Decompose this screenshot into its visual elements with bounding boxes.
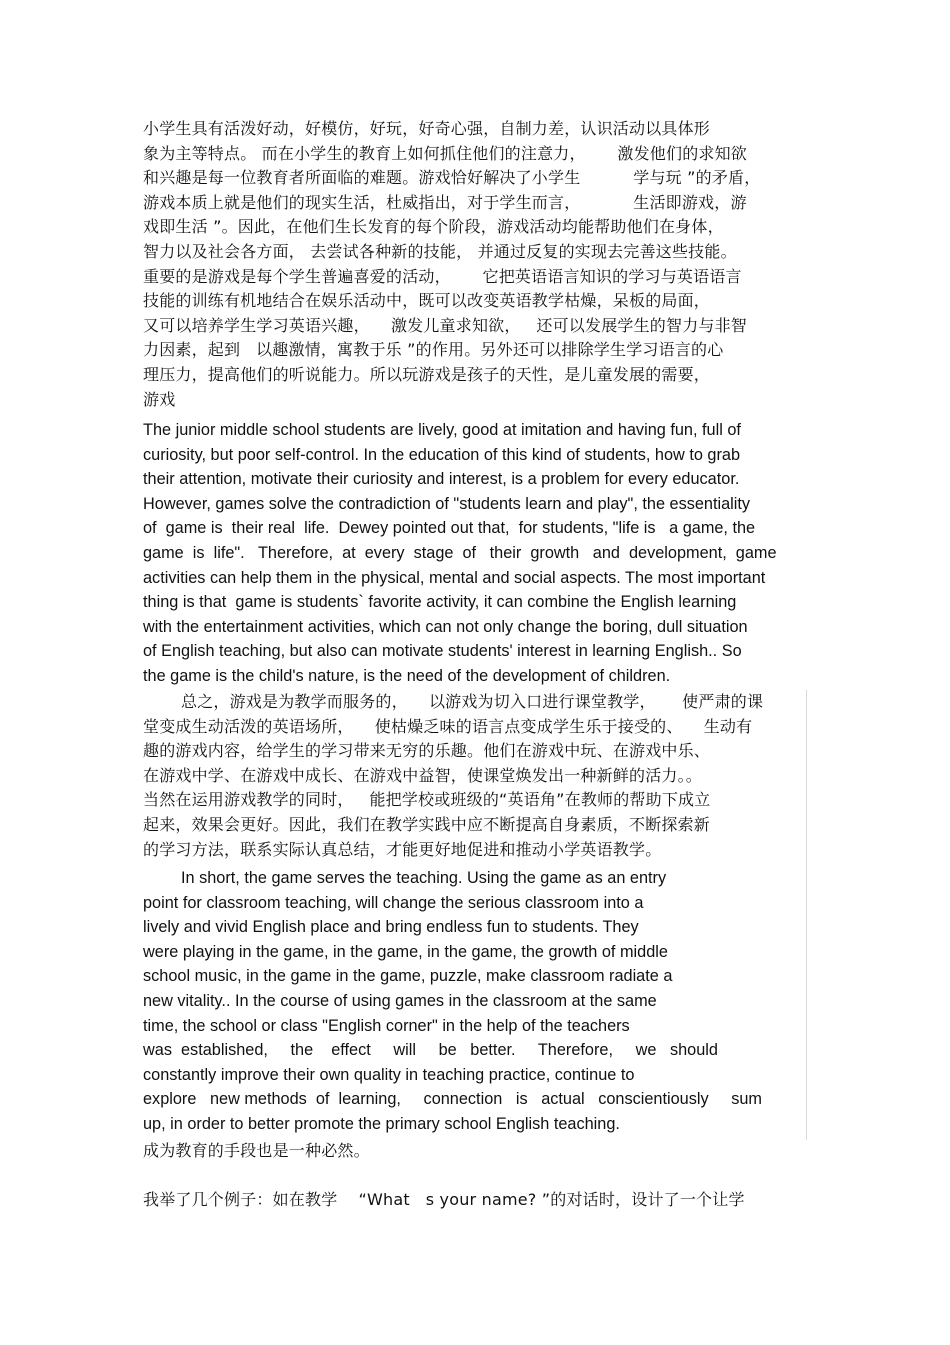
text-line: lively and vivid English place and bring endless fun to students. They	[143, 918, 639, 937]
text-line: explore new methods of learning, connection is actual conscientiously sum	[143, 1090, 762, 1109]
text-line: 趣的游戏内容，给学生的学习带来无穷的乐趣。他们在游戏中玩、在游戏中乐、	[143, 741, 711, 761]
text-line: up, in order to better promote the primary school English teaching.	[143, 1114, 620, 1133]
text-line: 力因素，起到 以趣激情，寓教于乐 ”的作用。另外还可以排除学生学习语言的心	[143, 340, 724, 360]
text-line: their attention, motivate their curiosity and interest, is a problem for every educator.	[143, 470, 740, 489]
text-line: 起来，效果会更好。因此，我们在教学实践中应不断提高自身素质，不断探索新	[143, 814, 711, 834]
text-line: 理压力，提高他们的听说能力。所以玩游戏是孩子的天性，是儿童发展的需要，	[143, 364, 711, 384]
text-line: new vitality.. In the course of using games in the classroom at the same	[143, 991, 657, 1010]
text-line: 成为教育的手段也是一种必然。	[143, 1141, 370, 1160]
text-line: school music, in the game in the game, puzzle, make classroom radiate a	[143, 967, 673, 986]
text-line: were playing in the game, in the game, in the game, the growth of middle	[143, 942, 668, 961]
text-line: 游戏	[143, 389, 176, 409]
text-line: the game is the child's nature, is the need of the development of children.	[143, 666, 671, 685]
text-line: thing is that game is students` favorite activity, it can combine the English learning	[143, 593, 737, 612]
text-line: time, the school or class "English corner" in the help of the teachers	[143, 1016, 630, 1035]
text-line: constantly improve their own quality in teaching practice, continue to	[143, 1065, 635, 1084]
text-line: was established, the effect will be better. Therefore, we should	[143, 1041, 718, 1060]
margin-rule	[806, 690, 807, 1140]
text-line: 智力以及社会各方面， 去尝试各种新的技能， 并通过反复的实现去完善这些技能。	[143, 241, 737, 261]
text-line: The junior middle school students are lively, good at imitation and having fun, full of	[143, 421, 741, 439]
text-line: 堂变成生动活泼的英语场所， 使枯燥乏味的语言点变成学生乐于接受的、 生动有	[143, 716, 753, 736]
text-line: 的学习方法，联系实际认真总结，才能更好地促进和推动小学英语教学。	[143, 839, 662, 859]
english-paragraph-1	[143, 418, 777, 689]
text-line: 重要的是游戏是每个学生普遍喜爱的活动， 它把英语语言知识的学习与英语语言	[143, 266, 742, 286]
text-line: 在游戏中学、在游戏中成长、在游戏中益智，使课堂焕发出一种新鲜的活力。。	[143, 765, 703, 785]
text-line: with the entertainment activities, which can not only change the boring, dull situation	[143, 617, 748, 636]
text-line: 当然在运用游戏教学的同时， 能把学校或班级的“英语角”在教师的帮助下成立	[143, 790, 711, 810]
chinese-closing-line	[143, 1139, 370, 1164]
text-line: game is life". Therefore, at every stage of their growth and development, game	[143, 543, 777, 562]
chinese-paragraph-1	[143, 117, 760, 412]
text-line: point for classroom teaching, will change the serious classroom into a	[143, 893, 644, 912]
text-line: curiosity, but poor self-control. In the education of this kind of students, how to grab	[143, 445, 741, 464]
text-line: 和兴趣是每一位教育者所面临的难题。游戏恰好解决了小学生 学与玩 ”的矛盾，	[143, 168, 761, 188]
text-line: 我举了几个例子：如在教学 “What s your name? ”的对话时，设计了一个让学	[143, 1190, 745, 1209]
text-line: 象为主等特点。 而在小学生的教育上如何抓住他们的注意力， 激发他们的求知欲	[143, 143, 748, 163]
text-line: In short, the game serves the teaching. Using the game as an entry	[181, 869, 667, 887]
text-line: 游戏本质上就是他们的现实生活，杜威指出，对于学生而言， 生活即游戏，游	[143, 192, 747, 212]
text-line: 技能的训练有机地结合在娱乐活动中，既可以改变英语教学枯燥，呆板的局面，	[143, 291, 711, 311]
chinese-example-line	[143, 1188, 745, 1213]
english-paragraph-2	[143, 866, 762, 1137]
text-line: 小学生具有活泼好动，好模仿，好玩，好奇心强，自制力差，认识活动以具体形	[143, 119, 711, 138]
text-line: of English teaching, but also can motivate students' interest in learning English.. So	[143, 642, 742, 661]
text-line: activities can help them in the physical, mental and social aspects. The most important	[143, 568, 766, 587]
text-line: of game is their real life. Dewey pointed out that, for students, "life is a game, the	[143, 519, 756, 538]
text-line: 总之，游戏是为教学而服务的， 以游戏为切入口进行课堂教学， 使严肃的课	[181, 692, 764, 711]
text-line: 又可以培养学生学习英语兴趣， 激发儿童求知欲， 还可以发展学生的智力与非智	[143, 315, 748, 335]
text-line: 戏即生活 ”。因此，在他们生长发育的每个阶段，游戏活动均能帮助他们在身体，	[143, 217, 724, 237]
chinese-paragraph-2	[143, 690, 763, 862]
text-line: However, games solve the contradiction of "students learn and play", the essentiality	[143, 494, 751, 513]
